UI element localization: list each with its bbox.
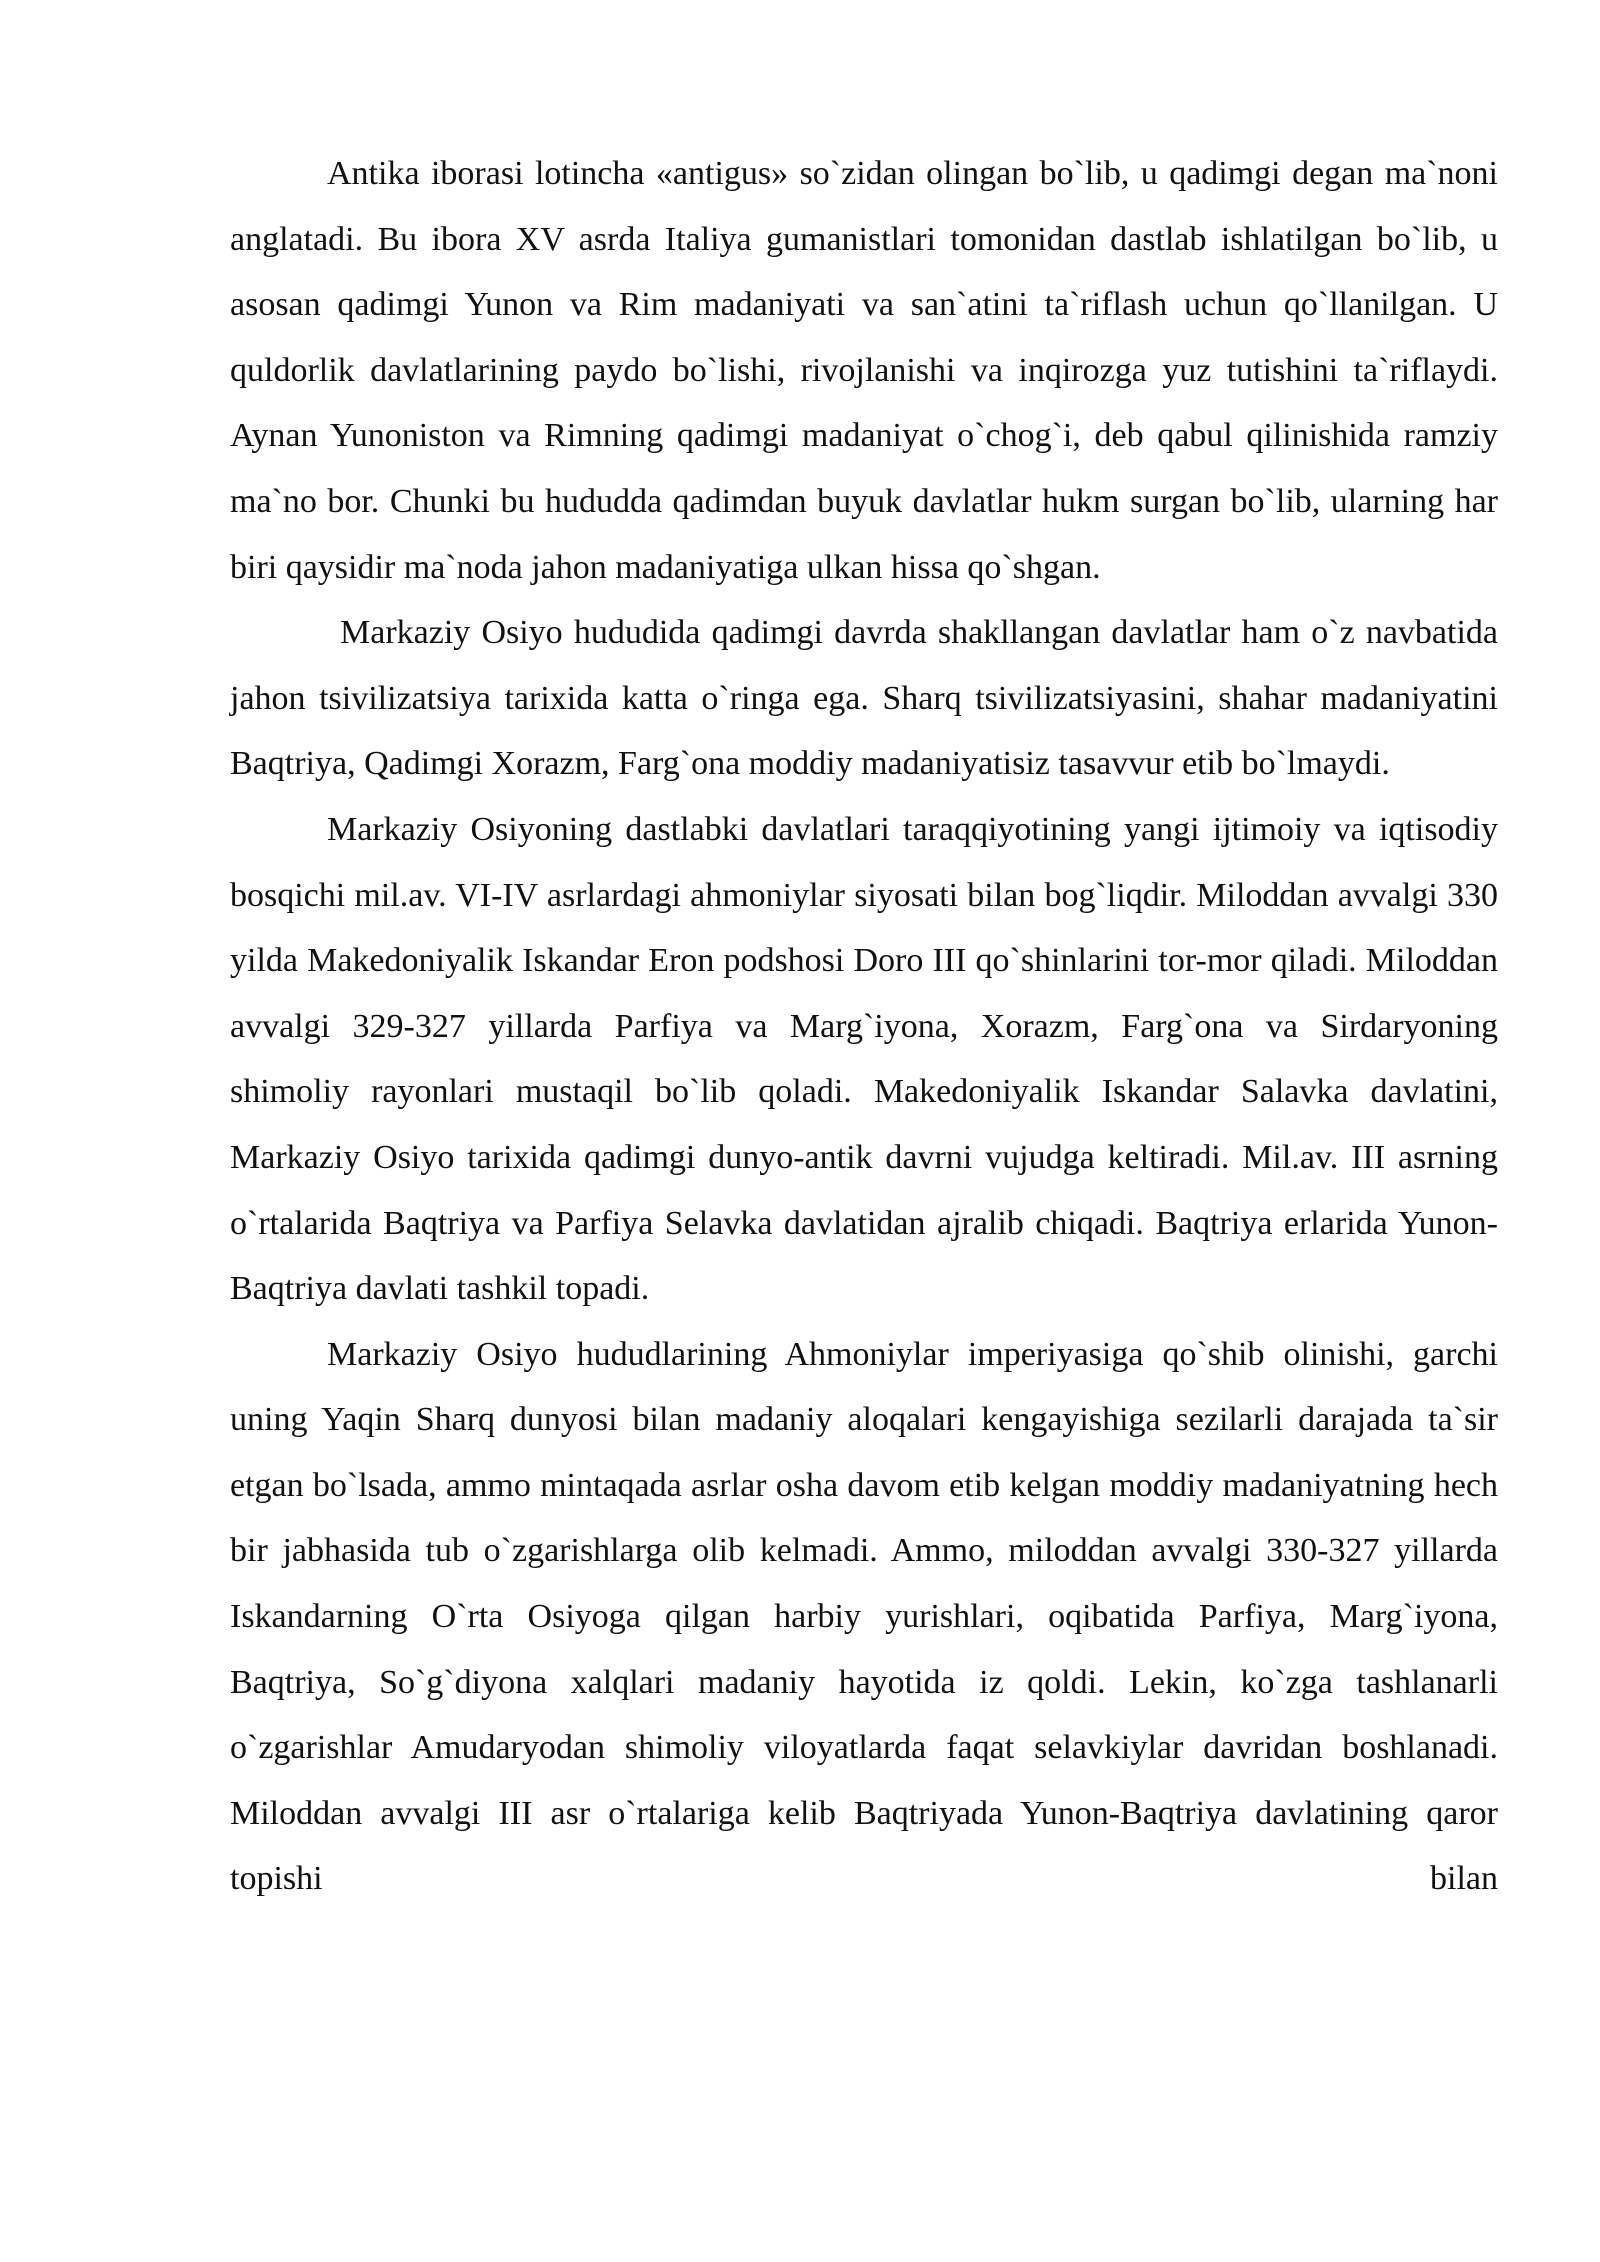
paragraph-dastlabki-davlatlar: Markaziy Osiyoning dastlabki davlatlari taraqqiyotining yangi ijtimoiy va iqtisodiy bosqichi mil.av. VI-IV asrlardagi ahmoniylar siyosati bilan bog`liqdir. Miloddan avvalgi 330 yilda Makedoniyalik Iskandar Eron podshosi Doro III qo`shinlarini tor-mor qiladi. Miloddan avvalgi 329-327 yillarda Parfiya va Marg`iyona, Xorazm, Farg`ona va Sirdaryoning shimoliy rayonlari mustaqil bo`lib qoladi. Makedoniyalik Iskandar Salavka davlatini, Markaziy Osiyo tarixida qadimgi dunyo-antik davrni vujudga keltiradi. Mil.av. III asrning o`rtalarida Baqtriya va Parfiya Selavka davlatidan ajralib chiqadi. Baqtriya erlarida Yunon-Baqtriya davlati tashkil topadi.: [230, 810, 1498, 1308]
paragraph-antika: Antika iborasi lotincha «antigus» so`zidan olingan bo`lib, u qadimgi degan ma`noni anglatadi. Bu ibora XV asrda Italiya gumanistlari tomonidan dastlab ishlatilgan bo`lib, u asosan qadimgi Yunon va Rim madaniyati va san`atini ta`riflash uchun qo`llanilgan. U quldorlik davlatlarining paydo bo`lishi, rivojlanishi va inqirozga yuz tutishini ta`riflaydi. Aynan Yunoniston va Rimning qadimgi madaniyat o`chog`i, deb qabul qilinishida ramziy ma`no bor. Chunki bu hududda qadimdan buyuk davlatlar hukm surgan bo`lib, ularning har biri qaysidir ma`noda jahon madaniyatiga ulkan hissa qo`shgan.: [230, 155, 1498, 586]
paragraph-ahmoniylar: Markaziy Osiyo hududlarining Ahmoniylar imperiyasiga qo`shib olinishi, garchi uning Yaqin Sharq dunyosi bilan madaniy aloqalari kengayishiga sezilarli darajada ta`sir etgan bo`lsada, ammo mintaqada asrlar osha davom etib kelgan moddiy madaniyatning hech bir jabhasida tub o`zgarishlarga olib kelmadi. Ammo, miloddan avvalgi 330-327 yillarda Iskandarning O`rta Osiyoga qilgan harbiy yurishlari, oqibatida Parfiya, Marg`iyona, Baqtriya, So`g`diyona xalqlari madaniy hayotida iz qoldi. Lekin, ko`zga tashlanarli o`zgarishlar Amudaryodan shimoliy viloyatlarda faqat selavkiylar davridan boshlanadi. Miloddan avvalgi III asr o`rtalariga kelib Baqtriyada Yunon-Baqtriya davlatining qaror topishi bilan: [230, 1335, 1498, 1898]
paragraph-markaziy-osiyo: Markaziy Osiyo hududida qadimgi davrda shakllangan davlatlar ham o`z navbatida jahon tsivilizatsiya tarixida katta o`ringa ega. Sharq tsivilizatsiyasini, shahar madaniyatini Baqtriya, Qadimgi Xorazm, Farg`ona moddiy madaniyatisiz tasavvur etib bo`lmaydi.: [230, 614, 1498, 783]
